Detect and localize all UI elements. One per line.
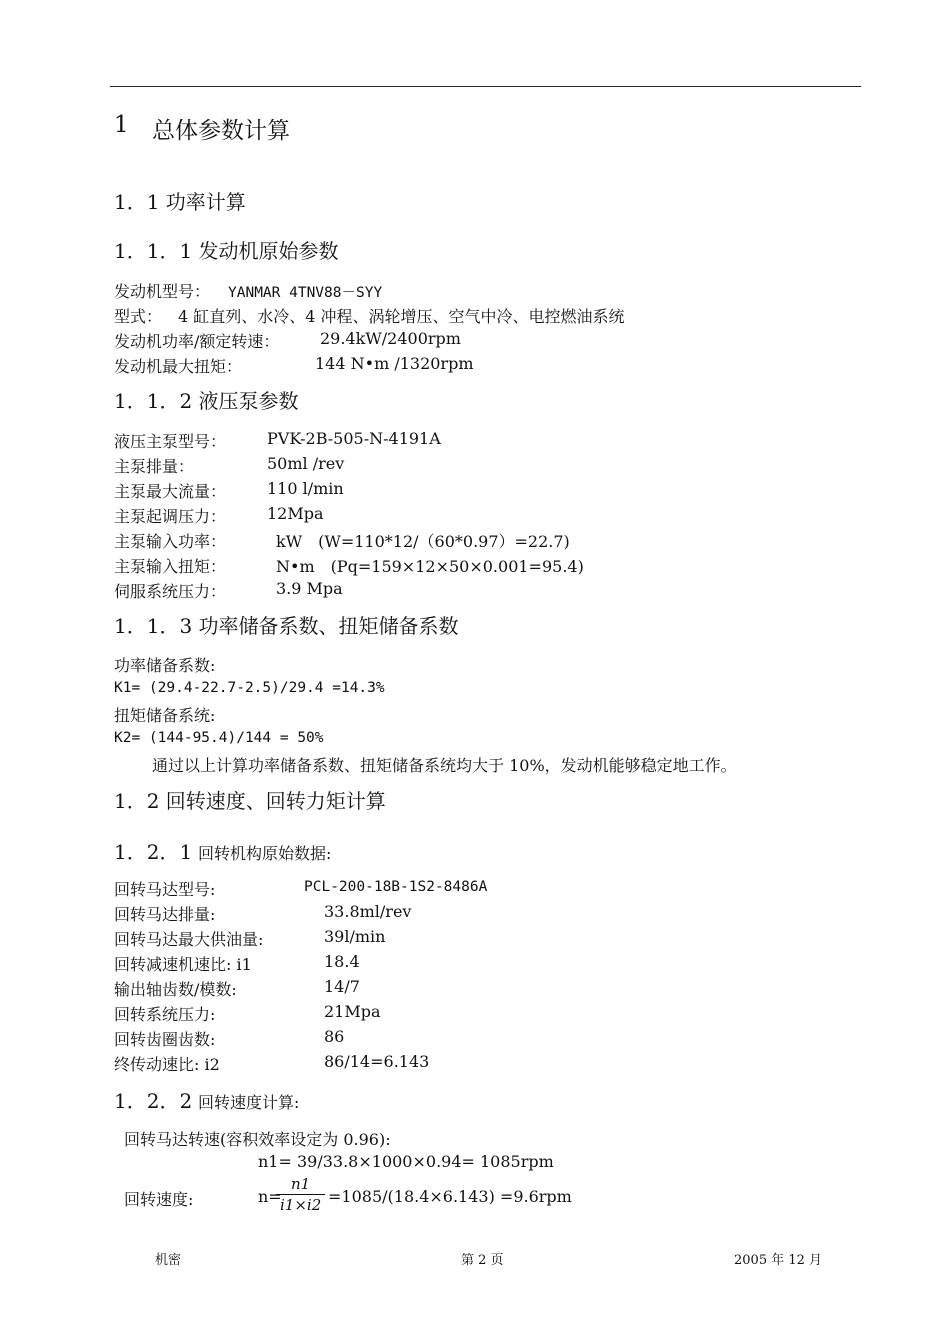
- engine-torque-value: 144 N•m /1320rpm: [315, 354, 474, 373]
- power-reserve-label: 功率储备系数:: [114, 656, 216, 675]
- swing-reducer-ratio-value: 18.4: [324, 952, 360, 971]
- k2-formula: K2= (144-95.4)/144 = 50%: [114, 730, 324, 746]
- pump-input-power-value: kW (W=110*12/（60*0.97）=22.7): [276, 532, 570, 551]
- subsection-1-2-2-title: 回转速度计算:: [198, 1093, 300, 1112]
- engine-power-label: 发动机功率/额定转速：: [114, 332, 280, 351]
- output-shaft-teeth-label: 输出轴齿数/模数:: [114, 980, 237, 999]
- subsection-1-1-2-title: 1．1．2 液压泵参数: [114, 389, 299, 413]
- swing-ring-teeth-label: 回转齿圈齿数:: [114, 1030, 216, 1049]
- subsection-1-1-title: 1．1 功率计算: [114, 190, 246, 214]
- pump-model-value: PVK-2B-505-N-4191A: [267, 429, 441, 448]
- pump-input-torque-label: 主泵输入扭矩：: [114, 557, 227, 576]
- engine-model-value: YANMAR 4TNV88－SYY: [228, 285, 383, 301]
- footer-page-number: 第 2 页: [461, 1253, 504, 1268]
- final-drive-ratio-label: 终传动速比: i2: [114, 1055, 220, 1074]
- engine-type-label: 型式：: [114, 307, 163, 326]
- header-rule: [110, 86, 861, 87]
- fraction-bar: [276, 1194, 325, 1195]
- reserve-conclusion: 通过以上计算功率储备系数、扭矩储备系统均大于 10%，发动机能够稳定地工作。: [152, 756, 737, 775]
- pump-start-pressure-value: 12Mpa: [267, 504, 324, 523]
- k1-formula: K1= (29.4-22.7-2.5)/29.4 =14.3%: [114, 680, 385, 696]
- swing-motor-displacement-label: 回转马达排量:: [114, 905, 216, 924]
- subsection-1-1-1-title: 1．1．1 发动机原始参数: [114, 239, 339, 263]
- swing-ring-teeth-value: 86: [324, 1027, 345, 1046]
- torque-reserve-label: 扭矩储备系统:: [114, 706, 216, 725]
- pump-start-pressure-label: 主泵起调压力：: [114, 507, 227, 526]
- subsection-1-2-title: 1．2 回转速度、回转力矩计算: [114, 789, 386, 813]
- swing-system-pressure-label: 回转系统压力:: [114, 1005, 216, 1024]
- servo-pressure-label: 伺服系统压力：: [114, 582, 227, 601]
- fraction-denominator: i1×i2: [280, 1196, 322, 1214]
- swing-motor-displacement-value: 33.8ml/rev: [324, 902, 412, 921]
- fraction-numerator: n1: [291, 1175, 311, 1193]
- footer-date: 2005 年 12 月: [734, 1253, 823, 1268]
- pump-input-torque-value: N•m (Pq=159×12×50×0.001=95.4): [276, 557, 584, 576]
- pump-max-flow-label: 主泵最大流量：: [114, 482, 227, 501]
- footer-confidential: 机密: [155, 1253, 182, 1268]
- swing-motor-max-supply-value: 39l/min: [324, 927, 386, 946]
- output-shaft-teeth-value: 14/7: [324, 977, 360, 996]
- engine-power-value: 29.4kW/2400rpm: [320, 329, 461, 348]
- engine-type-value: 4 缸直列、水冷、4 冲程、涡轮增压、空气中冷、电控燃油系统: [178, 307, 625, 326]
- swing-motor-model-label: 回转马达型号:: [114, 880, 216, 899]
- swing-speed-prefix: n=: [258, 1187, 282, 1206]
- pump-displacement-value: 50ml /rev: [267, 454, 345, 473]
- subsection-1-2-1-title: 回转机构原始数据:: [198, 844, 332, 863]
- swing-speed-result: =1085/(18.4×6.143) =9.6rpm: [328, 1187, 572, 1206]
- pump-displacement-label: 主泵排量：: [114, 457, 195, 476]
- swing-system-pressure-value: 21Mpa: [324, 1002, 381, 1021]
- engine-model-label: 发动机型号：: [114, 282, 211, 301]
- pump-model-label: 液压主泵型号：: [114, 432, 227, 451]
- swing-motor-model-value: PCL-200-18B-1S2-8486A: [304, 879, 488, 895]
- engine-torque-label: 发动机最大扭矩：: [114, 357, 243, 376]
- servo-pressure-value: 3.9 Mpa: [276, 579, 343, 598]
- section-title: 总体参数计算: [152, 118, 290, 144]
- swing-speed-fraction: [276, 1175, 325, 1214]
- subsection-1-1-3-title: 1．1．3 功率储备系数、扭矩储备系数: [114, 614, 459, 638]
- swing-speed-label: 回转速度:: [124, 1190, 194, 1209]
- section-number: 1: [114, 112, 129, 138]
- motor-speed-label: 回转马达转速(容积效率设定为 0.96):: [124, 1130, 391, 1149]
- subsection-1-2-2-number: 1．2．2: [114, 1089, 193, 1113]
- pump-input-power-label: 主泵输入功率：: [114, 532, 227, 551]
- swing-motor-max-supply-label: 回转马达最大供油量:: [114, 930, 264, 949]
- swing-reducer-ratio-label: 回转减速机速比: i1: [114, 955, 252, 974]
- pump-max-flow-value: 110 l/min: [267, 479, 344, 498]
- final-drive-ratio-value: 86/14=6.143: [324, 1052, 430, 1071]
- subsection-1-2-1-number: 1．2．1: [114, 840, 193, 864]
- n1-formula: n1= 39/33.8×1000×0.94= 1085rpm: [258, 1152, 554, 1171]
